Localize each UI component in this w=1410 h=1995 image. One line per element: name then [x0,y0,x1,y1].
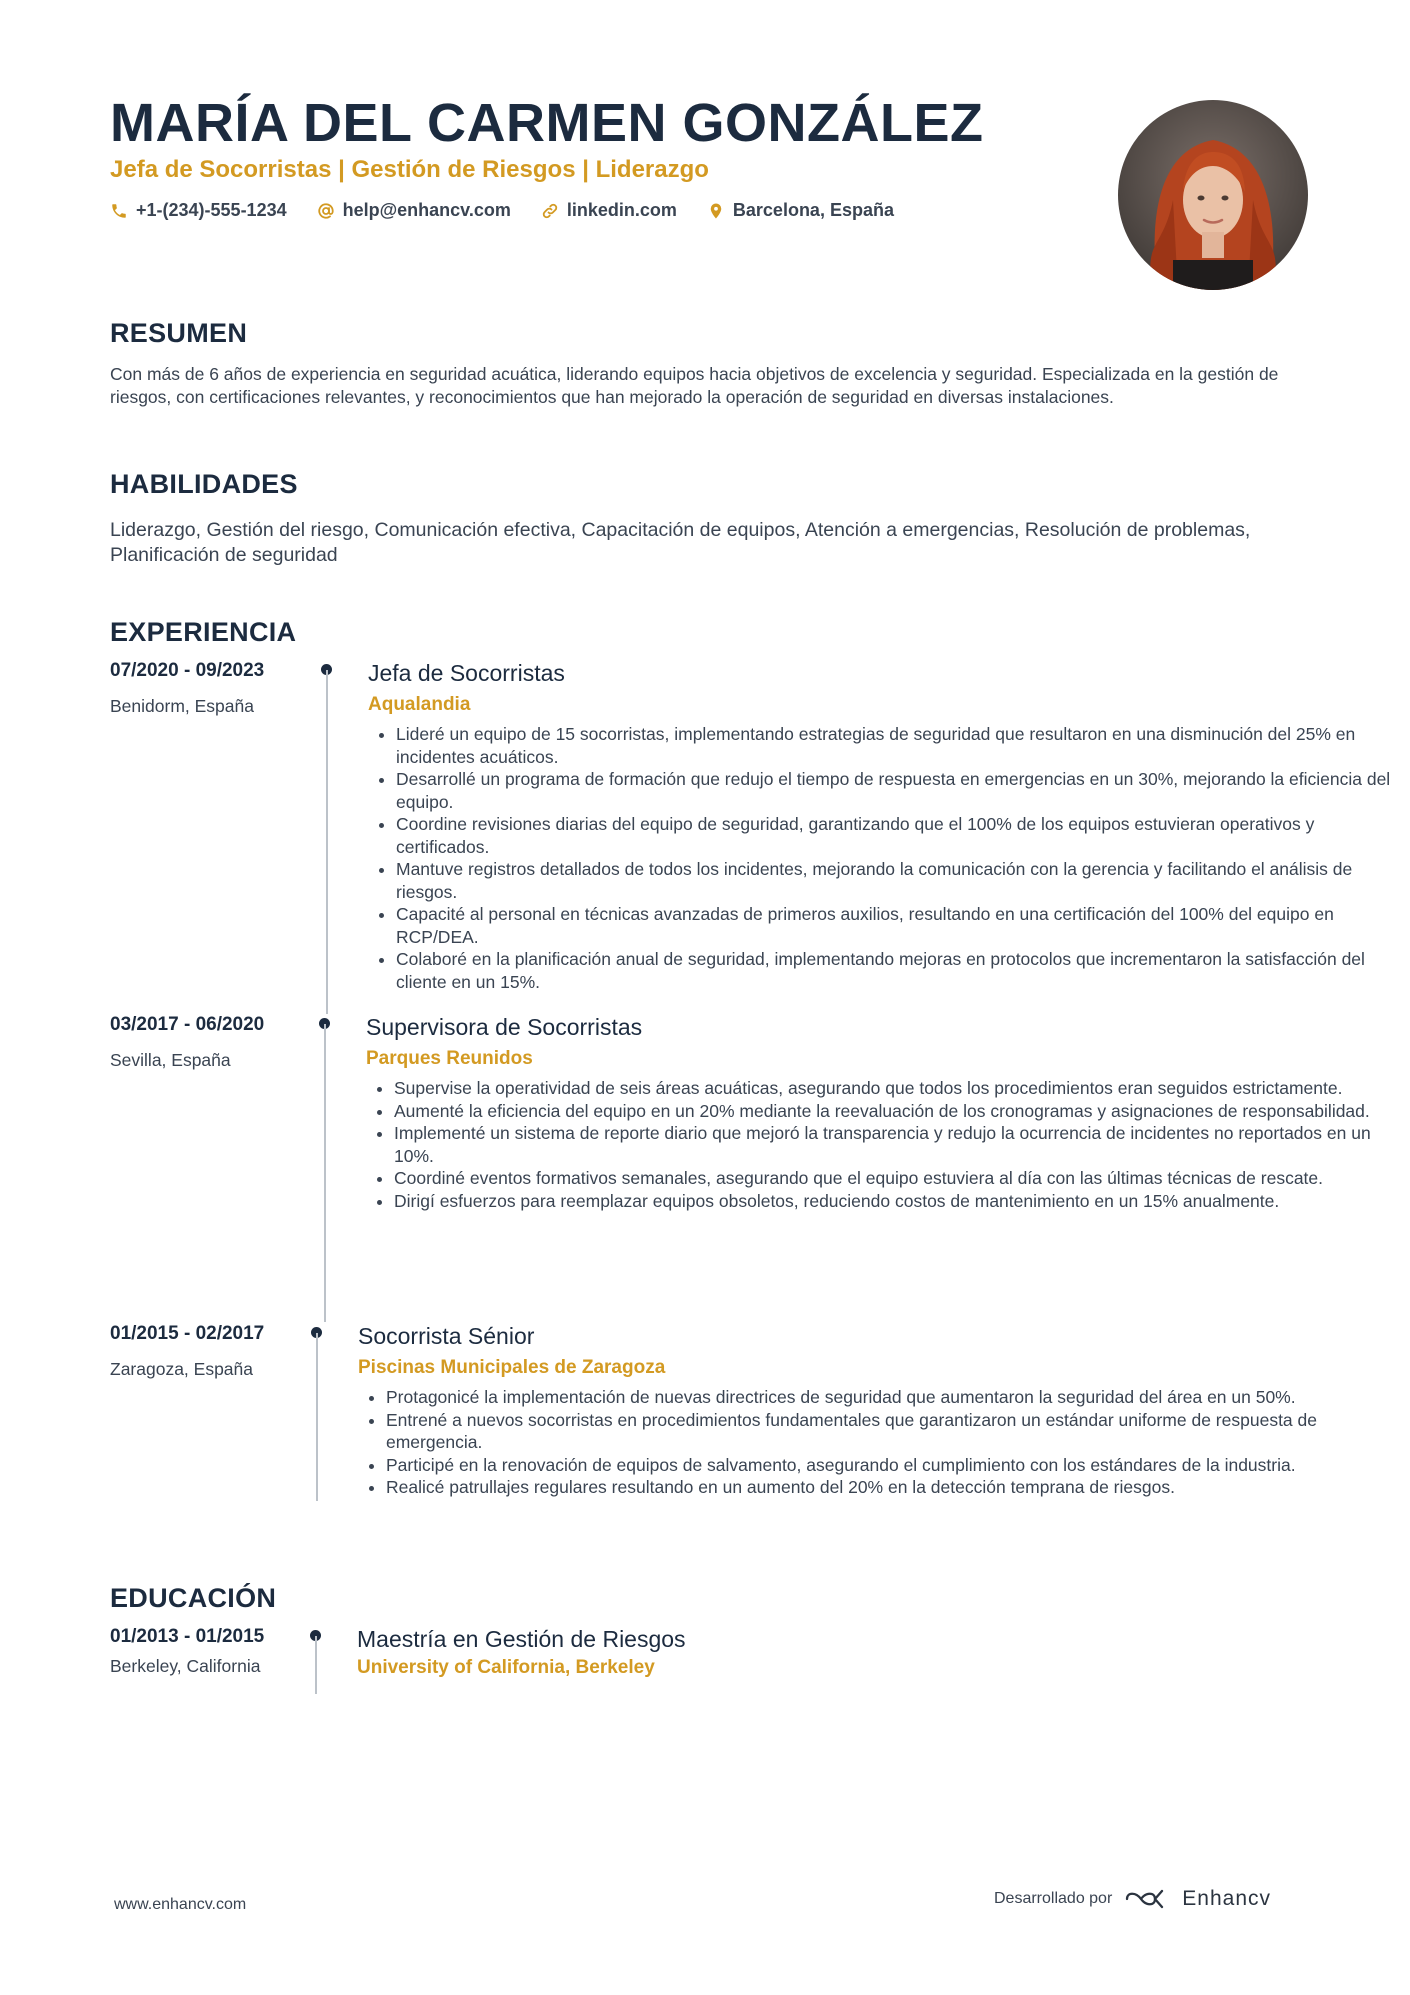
footer-brand: Enhancv [1182,1887,1272,1910]
contact-bar [110,200,894,221]
timeline-line [324,1024,326,1322]
experience-bullets [368,1077,1404,1212]
experience-bullet: • Supervise la operatividad de seis áreas acuáticas, asegurando que todos los procedimientos eran seguidos estrictamente. [394,1077,1404,1100]
experience-bullet: • Lideré un equipo de 15 socorristas, implementando estrategias de seguridad que resultaron en una disminución del 25% en incidentes acuáticos. [396,723,1406,768]
footer-branding [994,1887,1271,1911]
education-date: 01/2013 - 01/2015 [110,1626,265,1647]
experience-bullet: • Coordiné eventos formativos semanales, asegurando que el equipo estuviera al día con las últimas técnicas de rescate. [394,1167,1404,1190]
experience-bullet: • Entrené a nuevos socorristas en procedimientos fundamentales que garantizaron un estándar uniforme de respuesta de emergencia. [386,1409,1396,1454]
timeline-line [326,670,328,1014]
experience-bullets [370,723,1406,993]
experience-bullet: • Protagonicé la implementación de nuevas directrices de seguridad que aumentaron la seguridad del área en un 50%. [386,1386,1396,1409]
phone-icon [110,202,128,220]
contact-email[interactable] [317,200,511,221]
education-school: University of California, Berkeley [357,1657,655,1678]
experience-role: Socorrista Sénior [358,1323,535,1349]
experience-bullet: • Capacité al personal en técnicas avanzadas de primeros auxilios, resultando en una certificación del 100% del equipo en RCP/DEA. [396,903,1406,948]
experience-bullet: • Aumenté la eficiencia del equipo en un 20% mediante la reevaluación de los cronogramas y asignaciones de responsabilidad. [394,1100,1404,1123]
experience-date: 03/2017 - 06/2020 [110,1014,265,1035]
candidate-headline: Jefa de Socorristas | Gestión de Riesgos | Liderazgo [110,156,709,183]
skills-text: Liderazgo, Gestión del riesgo, Comunicación efectiva, Capacitación de equipos, Atención a emergencias, Resolución de problemas, Planificación de seguridad [110,519,1251,566]
summary-text: Con más de 6 años de experiencia en seguridad acuática, liderando equipos hacia objetivos de excelencia y seguridad. Especializada en la gestión de riesgos, con certificaciones relevantes, y reconocimientos que han mejorado la operación de seguridad en diversas instalaciones. [110,364,1279,407]
education-location: Berkeley, California [110,1656,261,1676]
experience-role: Jefa de Socorristas [368,660,565,686]
at-icon [317,202,335,220]
experience-location: Benidorm, España [110,696,254,716]
location-pin-icon [707,202,725,220]
experience-location: Sevilla, España [110,1050,231,1070]
experience-bullet: • Desarrollé un programa de formación que redujo el tiempo de respuesta en emergencias en un 30%, mejorando la eficiencia del equipo. [396,768,1406,813]
contact-location [707,200,894,221]
experience-bullets [360,1386,1396,1499]
footer-website[interactable]: www.enhancv.com [114,1896,247,1913]
contact-location-text: Barcelona, España [732,200,894,220]
contact-linkedin-text: linkedin.com [566,200,677,220]
link-icon [541,202,559,220]
education-degree: Maestría en Gestión de Riesgos [357,1626,686,1652]
experience-company: Parques Reunidos [366,1048,533,1069]
timeline-line [315,1636,317,1694]
experience-date: 01/2015 - 02/2017 [110,1323,265,1344]
experience-bullet: • Colaboré en la planificación anual de seguridad, implementando mejoras en protocolos que incrementaron la satisfacción del cliente en un 15%. [396,948,1406,993]
experience-company: Piscinas Municipales de Zaragoza [358,1357,666,1378]
experience-bullet: • Coordine revisiones diarias del equipo de seguridad, garantizando que el 100% de los equipos estuvieran operativos y certificados. [396,813,1406,858]
education-title: EDUCACIÓN [110,1583,277,1613]
summary-title: RESUMEN [110,318,248,348]
contact-linkedin[interactable] [541,200,677,221]
experience-bullet: • Implementé un sistema de reporte diario que mejoró la transparencia y redujo la ocurrencia de incidentes no reportados en un 10%. [394,1122,1404,1167]
experience-bullet: • Realicé patrullajes regulares resultando en un aumento del 20% en la detección temprana de riesgos. [386,1476,1396,1499]
experience-bullet: • Mantuve registros detallados de todos los incidentes, mejorando la comunicación con la gerencia y facilitando el análisis de riesgos. [396,858,1406,903]
contact-phone-text: +1-(234)-555-1234 [136,200,287,220]
skills-title: HABILIDADES [110,469,298,499]
experience-date: 07/2020 - 09/2023 [110,660,265,681]
timeline-line [316,1333,318,1501]
enhancv-logo-icon [1124,1887,1170,1911]
footer-powered-by: Desarrollado por [994,1890,1113,1907]
profile-photo [1118,100,1308,290]
experience-title: EXPERIENCIA [110,617,297,647]
experience-company: Aqualandia [368,694,471,715]
experience-role: Supervisora de Socorristas [366,1014,643,1040]
contact-phone[interactable] [110,200,287,221]
experience-location: Zaragoza, España [110,1359,254,1379]
experience-bullet: • Participé en la renovación de equipos de salvamento, asegurando el cumplimiento con los estándares de la industria. [386,1454,1396,1477]
candidate-name: MARÍA DEL CARMEN GONZÁLEZ [110,93,984,153]
experience-bullet: • Dirigí esfuerzos para reemplazar equipos obsoletos, reduciendo costos de mantenimiento en un 15% anualmente. [394,1190,1404,1213]
contact-email-text: help@enhancv.com [342,200,511,220]
